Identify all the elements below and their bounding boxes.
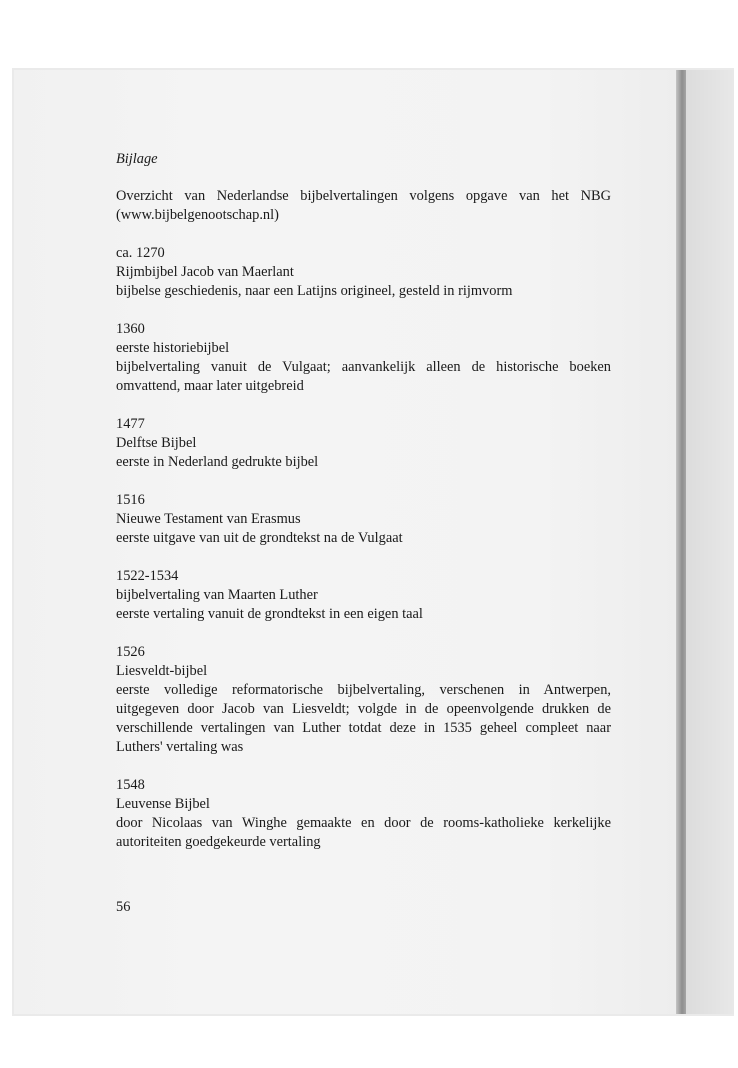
entry-year: 1516 <box>116 492 145 508</box>
entry-year: 1360 <box>116 321 145 337</box>
page-content <box>116 150 611 871</box>
intro-paragraph: Overzicht van Nederlandse bijbelvertalingen volgens opgave van het NBG (www.bijbelgenootschap.nl) <box>116 188 611 223</box>
section-label: Bijlage <box>116 151 158 167</box>
entry-title: Leuvense Bijbel <box>116 796 210 812</box>
translation-entry <box>116 244 611 301</box>
next-page-edge <box>686 70 734 1014</box>
entry-description: eerste in Nederland gedrukte bijbel <box>116 454 319 470</box>
translation-entry <box>116 643 611 757</box>
translation-entry <box>116 320 611 396</box>
entry-year: ca. 1270 <box>116 245 165 261</box>
entry-year: 1548 <box>116 777 145 793</box>
entry-title: bijbelvertaling van Maarten Luther <box>116 587 318 603</box>
entry-title: Rijmbijbel Jacob van Maerlant <box>116 264 294 280</box>
translation-entry <box>116 491 611 548</box>
translation-entry <box>116 776 611 852</box>
entry-description: eerste vertaling vanuit de grondtekst in een eigen taal <box>116 606 423 622</box>
entry-title: Liesveldt-bijbel <box>116 663 208 679</box>
entry-title: Nieuwe Testament van Erasmus <box>116 511 301 527</box>
entry-title: eerste historiebijbel <box>116 340 230 356</box>
entry-title: Delftse Bijbel <box>116 435 197 451</box>
entry-year: 1477 <box>116 416 145 432</box>
translation-entry <box>116 415 611 472</box>
entry-description: bijbelse geschiedenis, naar een Latijns origineel, gesteld in rijmvorm <box>116 283 513 299</box>
page-number: 56 <box>116 899 131 915</box>
entry-year: 1526 <box>116 644 145 660</box>
entry-year: 1522-1534 <box>116 568 179 584</box>
translation-entry <box>116 567 611 624</box>
entry-description: eerste volledige reformatorische bijbelvertaling, verschenen in Antwerpen, uitgegeven door Jacob van Liesveldt; volgde in de opeenvolgende drukken de verschillende vertalingen van Luther totdat deze in 1535 geheel compleet naar Luthers' vertaling was <box>116 682 611 755</box>
entry-description: door Nicolaas van Winghe gemaakte en door de rooms-katholieke kerkelijke autoriteiten goedgekeurde vertaling <box>116 815 611 850</box>
page-gutter-shadow <box>676 70 686 1014</box>
entry-description: bijbelvertaling vanuit de Vulgaat; aanvankelijk alleen de historische boeken omvattend, maar later uitgebreid <box>116 359 611 394</box>
entry-description: eerste uitgave van uit de grondtekst na de Vulgaat <box>116 530 403 546</box>
